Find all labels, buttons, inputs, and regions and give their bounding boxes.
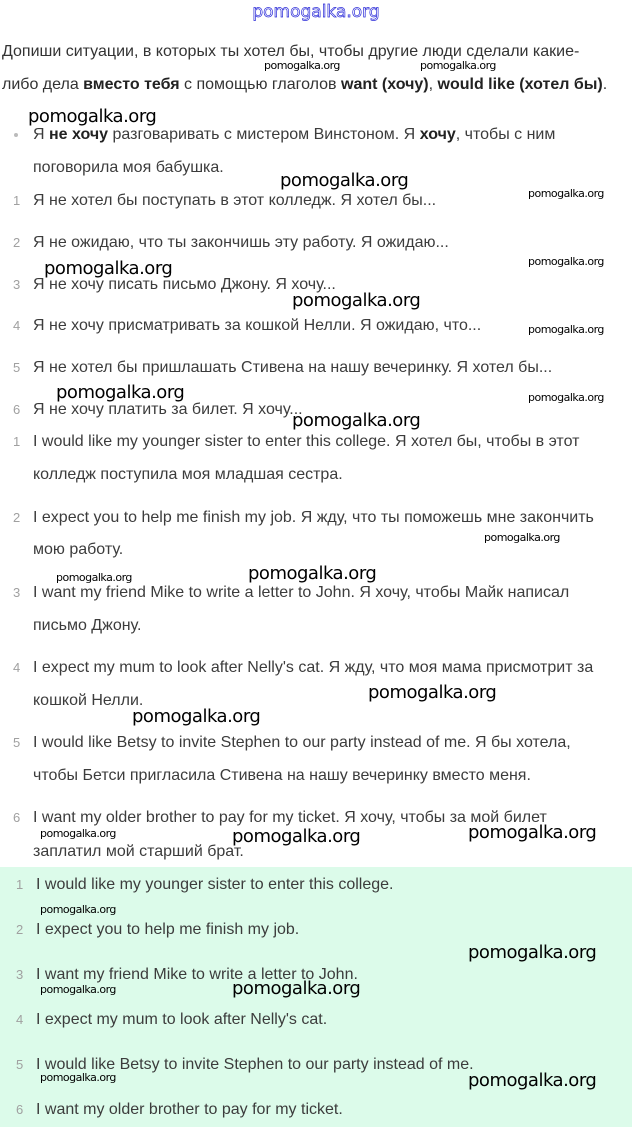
task-number: 1 [13, 193, 21, 208]
answer-line-1: I would like Betsy to invite Stephen to our party instead of me. Я бы хотела, [33, 734, 571, 751]
example-line-2: поговорила моя бабушка. [33, 159, 224, 176]
answer-line-1: I expect my mum to look after Nelly's cat. Я жду, что моя мама присмотрит за [33, 659, 594, 676]
instruction-line-2 [2, 75, 607, 95]
answer-line-1: I would like my younger sister to enter this college. Я хотел бы, чтобы в этот [33, 433, 580, 450]
task-text: Я не хотел бы пришлашать Стивена на нашу вечеринку. Я хотел бы... [33, 359, 553, 376]
text: с помощью глаголов [179, 76, 341, 93]
task-number: 5 [13, 360, 21, 375]
bold-text: вместо тебя [83, 76, 180, 93]
task-number: 2 [13, 235, 21, 250]
bold-text: would like (хотел бы) [437, 76, 603, 93]
answer-line-2: колледж поступила моя младшая сестра. [33, 466, 343, 483]
task-text: Я не ожидаю, что ты закончишь эту работу. Я ожидаю... [33, 234, 449, 251]
watermark: pomogalka.org [40, 1071, 116, 1084]
watermark: pomogalka.org [468, 942, 597, 963]
final-answer-number: 3 [16, 967, 24, 982]
final-answer-text: I want my friend Mike to write a letter to John. [36, 966, 358, 983]
bullet-icon [14, 133, 18, 137]
answer-line-2: кошкой Нелли. [33, 692, 144, 709]
task-number: 6 [13, 402, 21, 417]
answer-line-1: I want my friend Mike to write a letter to John. Я хочу, чтобы Майк написал [33, 584, 570, 601]
text: разговаривать с мистером Винстоном. Я [108, 126, 420, 143]
watermark: pomogalka.org [264, 59, 340, 72]
watermark: pomogalka.org [56, 382, 185, 403]
watermark: pomogalka.org [280, 170, 409, 191]
answer-line-2: чтобы Бетси пригласила Стивена на нашу вечеринку вместо меня. [33, 767, 531, 784]
watermark: pomogalka.org [40, 827, 116, 840]
final-answer-text: I expect my mum to look after Nelly's cat. [36, 1011, 328, 1028]
task-number: 3 [13, 277, 21, 292]
text: . [602, 76, 608, 93]
task-number: 4 [13, 318, 21, 333]
answer-number: 6 [13, 810, 21, 825]
final-answer-number: 4 [16, 1012, 24, 1027]
answer-line-2: письмо Джону. [33, 617, 142, 634]
instruction-line-1: Допиши ситуации, в которых ты хотел бы, чтобы другие люди сделали какие- [2, 43, 580, 60]
task-text: Я не хочу писать письмо Джону. Я хочу... [33, 276, 336, 293]
answer-line-1: I want my older brother to pay for my ticket. Я хочу, чтобы за мой билет [33, 809, 547, 826]
watermark: pomogalka.org [468, 822, 597, 843]
watermark: pomogalka.org [528, 187, 604, 200]
watermark: pomogalka.org [528, 255, 604, 268]
watermark: pomogalka.org [528, 391, 604, 404]
task-text: Я не хотел бы поступать в этот колледж. Я хотел бы... [33, 192, 437, 209]
answer-number: 1 [13, 434, 21, 449]
watermark: pomogalka.org [232, 978, 361, 999]
watermark: pomogalka.org [484, 531, 560, 544]
text: Я [33, 126, 49, 143]
final-answer-number: 5 [16, 1057, 24, 1072]
text: , [428, 76, 438, 93]
watermark: pomogalka.org [528, 323, 604, 336]
answer-number: 3 [13, 585, 21, 600]
answer-line-1: I expect you to help me finish my job. Я жду, что ты поможешь мне закончить [33, 509, 594, 526]
final-answer-number: 6 [16, 1102, 24, 1117]
bold-text: want (хочу) [341, 76, 429, 93]
bold-text: не хочу [49, 126, 109, 143]
watermark: pomogalka.org [44, 258, 173, 279]
task-text: Я не хочу платить за билет. Я хочу... [33, 401, 303, 418]
final-answer-text: I would like Betsy to invite Stephen to our party instead of me. [36, 1056, 474, 1073]
final-answer-number: 1 [16, 877, 24, 892]
watermark: pomogalka.org [28, 106, 157, 127]
watermark: pomogalka.org [420, 59, 496, 72]
final-answer-number: 2 [16, 922, 24, 937]
watermark: pomogalka.org [292, 410, 421, 431]
watermark: pomogalka.org [368, 682, 497, 703]
answer-line-2: мою работу. [33, 541, 124, 558]
task-text: Я не хочу присматривать за кошкой Нелли. Я ожидаю, что... [33, 317, 482, 334]
watermark: pomogalka.org [292, 290, 421, 311]
bold-text: хочу [419, 126, 456, 143]
watermark: pomogalka.org [56, 571, 132, 584]
text: либо дела [2, 76, 84, 93]
watermark: pomogalka.org [232, 826, 361, 847]
answer-number: 4 [13, 660, 21, 675]
final-answer-text: I would like my younger sister to enter this college. [36, 876, 394, 893]
watermark: pomogalka.org [132, 706, 261, 727]
text: , чтобы с ним [455, 126, 556, 143]
header-watermark: pomogalka.org [252, 2, 380, 22]
watermark: pomogalka.org [40, 903, 116, 916]
example-line-1 [33, 125, 555, 145]
answer-number: 2 [13, 510, 21, 525]
answer-number: 5 [13, 735, 21, 750]
watermark: pomogalka.org [468, 1070, 597, 1091]
answer-line-2: заплатил мой старший брат. [33, 843, 244, 860]
final-answer-text: I want my older brother to pay for my ticket. [36, 1101, 343, 1118]
watermark: pomogalka.org [40, 983, 116, 996]
final-answer-text: I expect you to help me finish my job. [36, 921, 300, 938]
watermark: pomogalka.org [248, 563, 377, 584]
